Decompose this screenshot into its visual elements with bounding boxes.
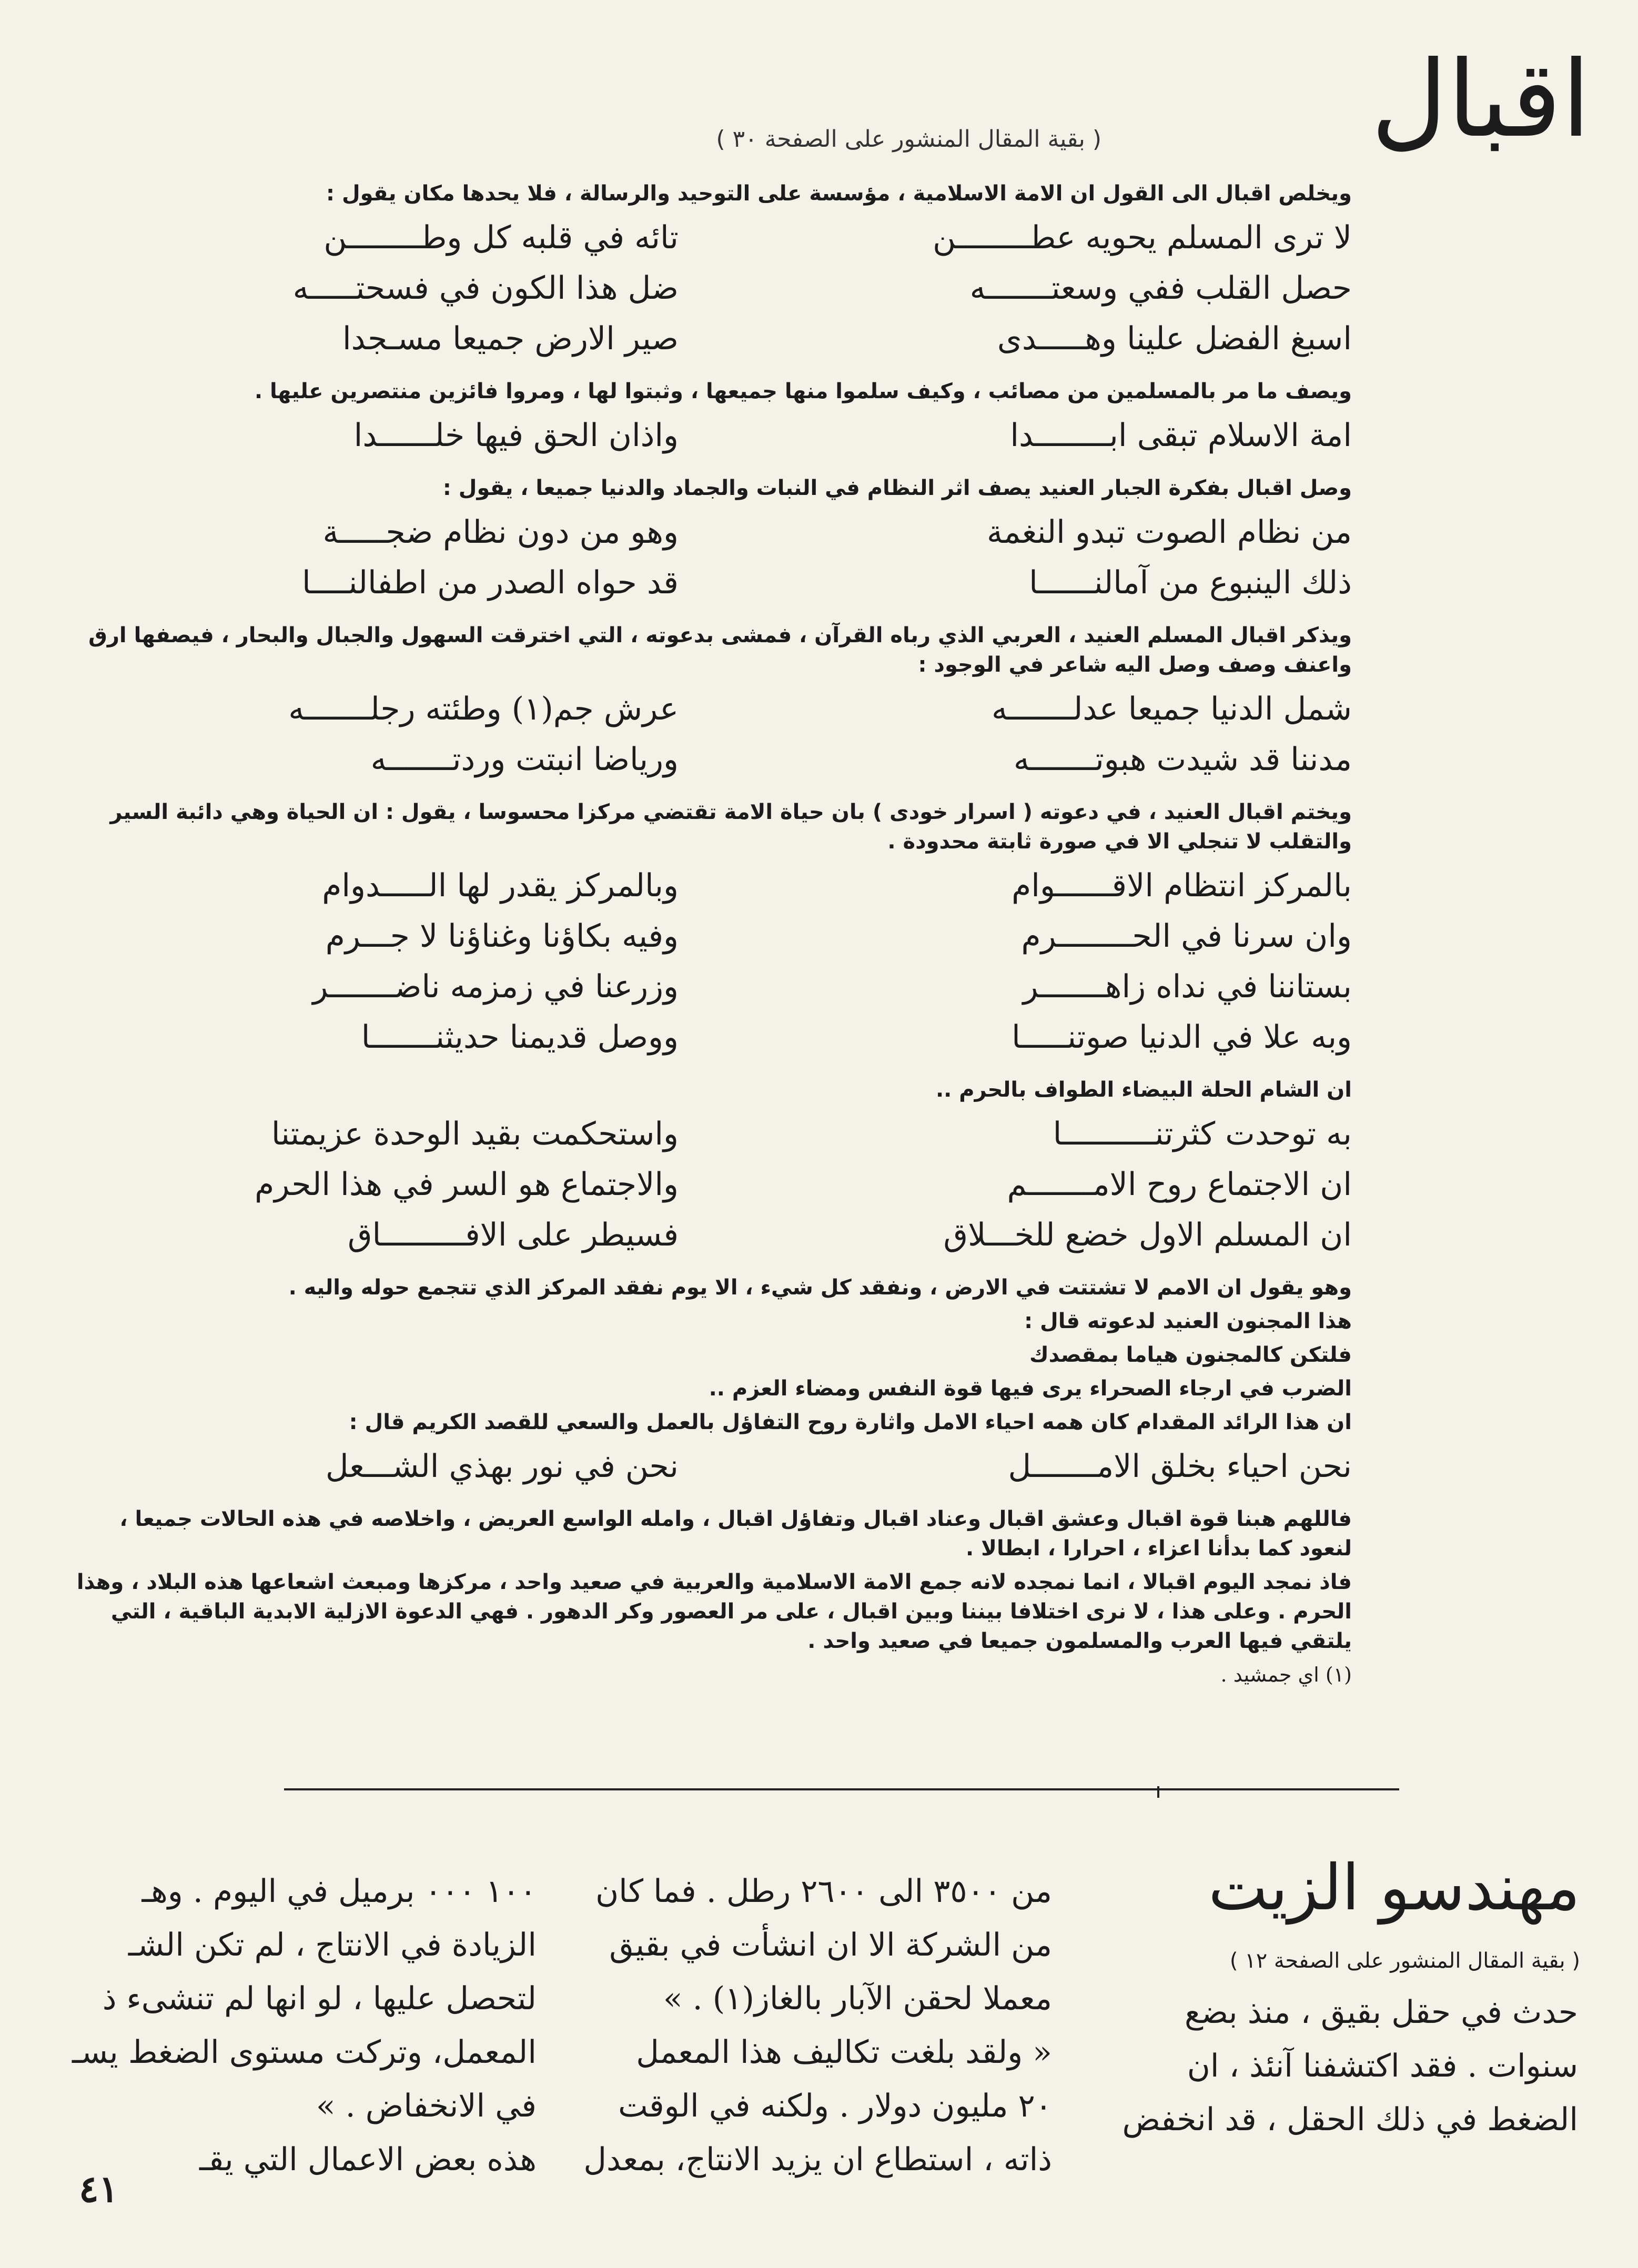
verse-first-hemistich: ان المسلم الاول خضع للخـــلاق — [943, 1217, 1352, 1253]
verse-first-hemistich: ان الاجتماع روح الامـــــــم — [1007, 1166, 1352, 1203]
verse-block — [74, 507, 1352, 608]
verse-second-hemistich: فسيطر على الافـــــــــاق — [347, 1217, 679, 1253]
verse-line — [74, 1012, 1352, 1062]
section-continuation-note: ( بقية المقال المنشور على الصفحة ١٢ ) — [1229, 1949, 1580, 1973]
verse-line — [74, 410, 1352, 461]
article-title: اقبال — [1371, 38, 1591, 161]
verse-first-hemistich: بالمركز انتظام الاقــــــوام — [1012, 867, 1352, 904]
column-line: « ولقد بلغت تكاليف هذا المعمل — [636, 2034, 1052, 2071]
verse-first-hemistich: شمل الدنيا جميعا عدلـــــــه — [991, 691, 1352, 727]
verse-line — [74, 734, 1352, 785]
column-line: المعمل، وتركت مستوى الضغط يسـ — [72, 2034, 537, 2071]
verse-second-hemistich: وفيه بكاؤنا وغناؤنا لا جـــرم — [325, 918, 679, 955]
section-title: مهندسو الزيت — [1208, 1851, 1580, 1925]
verse-first-hemistich: مدننا قد شيدت هبوتـــــــه — [1013, 741, 1352, 778]
verse-first-hemistich: وبه علا في الدنيا صوتنـــــا — [1012, 1019, 1352, 1056]
column-line: معملا لحقن الآبار بالغاز(١) . » — [663, 1980, 1052, 2017]
verse-second-hemistich: والاجتماع هو السر في هذا الحرم — [255, 1166, 679, 1203]
paragraph: ويختم اقبال العنيد ، في دعوته ( اسرار خودى ) بان حياة الامة تقتضي مركزا محسوسا ، يقول : ان الحياة وهي دائبة السير والتقلب لا تنجلي الا في صورة ثابتة محدودة . — [110, 800, 1352, 854]
verse-line — [74, 860, 1352, 911]
paragraph: ويذكر اقبال المسلم العنيد ، العربي الذي رباه القرآن ، فمشى بدعوته ، التي اخترقت السهول والجبال والبحار ، فيصفها ارق واعنف وصف وصل اليه شاعر في الوجود : — [88, 623, 1352, 677]
column-line: لتحصل عليها ، لو انها لم تنشىء ذ — [102, 1980, 537, 2017]
verse-first-hemistich: لا ترى المسلم يحويه عطــــــــن — [933, 219, 1352, 256]
verse-first-hemistich: حصل القلب ففي وسعتـــــــه — [969, 270, 1352, 307]
verse-line — [74, 313, 1352, 364]
verse-line — [74, 1441, 1352, 1492]
column-line: من الشركة الا ان انشأت في بقيق — [609, 1927, 1052, 1963]
verse-second-hemistich: واذان الحق فيها خلــــــدا — [353, 417, 679, 454]
paragraph: ان هذا الرائد المقدام كان همه احياء الامل واثارة روح التفاؤل بالعمل والسعي للقصد الكريم قال : — [349, 1410, 1352, 1434]
verse-block — [74, 212, 1352, 364]
verse-line — [74, 507, 1352, 558]
divider-mark — [1157, 1786, 1171, 1798]
verse-second-hemistich: وزرعنا في زمزمه ناضـــــــر — [312, 968, 679, 1005]
paragraph: ويخلص اقبال الى القول ان الامة الاسلامية ، مؤسسة على التوحيد والرسالة ، فلا يحدها مكان يقول : — [326, 181, 1352, 206]
verse-line — [74, 263, 1352, 313]
column-line: من ٣٥٠٠ الى ٢٦٠٠ رطل . فما كان — [595, 1873, 1052, 1910]
verse-block — [74, 1109, 1352, 1260]
paragraph: الضرب في ارجاء الصحراء يرى فيها قوة النفس ومضاء العزم .. — [709, 1376, 1352, 1401]
article-body — [74, 179, 1352, 1689]
verse-second-hemistich: وهو من دون نظام ضجـــــة — [322, 514, 679, 551]
column-line: ٢٠ مليون دولار . ولكنه في الوقت — [618, 2088, 1052, 2124]
column-line: الضغط في ذلك الحقل ، قد انخفض — [1122, 2101, 1578, 2138]
verse-block — [74, 1441, 1352, 1492]
verse-second-hemistich: صير الارض جميعا مسـجدا — [342, 320, 679, 357]
paragraph: فاذ نمجد اليوم اقبالا ، انما نمجده لانه جمع الامة الاسلامية والعربية في صعيد واحد ، مركزها ومبعث اشعاعها هذه البلاد ، وهذا الحرم . وعلى هذا ، لا نرى اختلافا بيننا وبين اقبال ، على مر العصور وكر الدهور . فهي الدعوة الازلية الابدية الباقية ، التي يلتقي فيها العرب والمسلمون جميعا في صعيد واحد . — [76, 1570, 1352, 1653]
verse-first-hemistich: امة الاسلام تبقى ابــــــــدا — [1010, 417, 1352, 454]
section-divider — [284, 1788, 1399, 1790]
verse-line — [74, 911, 1352, 961]
paragraph: وهو يقول ان الامم لا تشتتت في الارض ، ونفقد كل شيء ، الا يوم نفقد المركز الذي تتجمع حوله واليه . — [288, 1275, 1352, 1300]
verse-second-hemistich: وبالمركز يقدر لها الـــــدوام — [322, 867, 679, 904]
verse-first-hemistich: بستاننا في نداه زاهـــــــر — [1023, 968, 1352, 1005]
verse-first-hemistich: به توحدت كثرتنــــــــــا — [1053, 1116, 1352, 1152]
verse-first-hemistich: ذلك الينبوع من آمالنــــــا — [1029, 564, 1352, 601]
verse-second-hemistich: قد حواه الصدر من اطفالنــــا — [302, 564, 679, 601]
verse-second-hemistich: نحن في نور بهذي الشـــعل — [325, 1448, 679, 1485]
paragraph: فاللهم هبنا قوة اقبال وعشق اقبال وعناد اقبال وتفاؤل اقبال ، وامله الواسع العريض ، واخلاصه في هذه الحالات جميعا ، لنعود كما بدأنا اعزاء ، احرارا ، ابطالا . — [119, 1507, 1352, 1561]
verse-first-hemistich: من نظام الصوت تبدو النغمة — [986, 514, 1352, 551]
verse-second-hemistich: ووصل قديمنا حديثنـــــــا — [361, 1019, 679, 1056]
verse-second-hemistich: تائه في قلبه كل وطــــــــن — [323, 219, 679, 256]
text-column-middle — [558, 1865, 1052, 2186]
verse-line — [74, 1109, 1352, 1159]
verse-second-hemistich: واستحكمت بقيد الوحدة عزيمتنا — [271, 1116, 679, 1152]
verse-second-hemistich: ورياضا انبتت وردتـــــــه — [370, 741, 679, 778]
verse-second-hemistich: عرش جم(١) وطئته رجلـــــــه — [288, 691, 679, 727]
column-line: حدث في حقل بقيق ، منذ بضع — [1184, 1994, 1578, 2031]
verse-block — [74, 860, 1352, 1062]
footnote: (١) اي جمشيد . — [1220, 1663, 1352, 1686]
verse-line — [74, 212, 1352, 263]
column-line: ذاته ، استطاع ان يزيد الانتاج، بمعدل — [583, 2141, 1052, 2178]
paragraph: هذا المجنون العنيد لدعوته قال : — [1024, 1309, 1352, 1333]
paragraph: ان الشام الحلة البيضاء الطواف بالحرم .. — [935, 1078, 1352, 1102]
verse-first-hemistich: اسبغ الفضل علينا وهـــــدى — [997, 320, 1352, 357]
column-line: سنوات . فقد اكتشفنا آنئذ ، ان — [1187, 2048, 1578, 2084]
paragraph: ويصف ما مر بالمسلمين من مصائب ، وكيف سلموا منها جميعها ، وثبتوا لها ، ومروا فائزين منتصرين عليها . — [254, 379, 1352, 403]
article-continuation-note: ( بقية المقال المنشور على الصفحة ٣٠ ) — [716, 126, 1101, 153]
paragraph: وصل اقبال بفكرة الجبار العنيد يصف اثر النظام في النبات والجماد والدنيا جميعا ، يقول : — [442, 476, 1352, 500]
verse-second-hemistich: ضل هذا الكون في فسحتـــــه — [292, 270, 679, 307]
paragraph: فلتكن كالمجنون هياما بمقصدك — [1029, 1343, 1352, 1367]
column-line: ١٠٠ ٠٠٠ برميل في اليوم . وهـ — [141, 1873, 537, 1910]
verse-block — [74, 684, 1352, 785]
verse-line — [74, 558, 1352, 608]
page-number: ٤١ — [79, 2167, 119, 2211]
verse-line — [74, 1210, 1352, 1260]
verse-first-hemistich: نحن احياء بخلق الامـــــــل — [1008, 1448, 1352, 1485]
column-line: هذه بعض الاعمال التي يقـ — [199, 2141, 537, 2178]
verse-first-hemistich: وان سرنا في الحــــــــرم — [1021, 918, 1352, 955]
text-column-right — [1084, 1986, 1578, 2146]
verse-line — [74, 684, 1352, 734]
verse-line — [74, 1159, 1352, 1210]
text-column-left — [63, 1865, 537, 2186]
column-line: الزيادة في الانتاج ، لم تكن الشـ — [128, 1927, 537, 1963]
column-line: في الانخفاض . » — [316, 2088, 537, 2124]
verse-line — [74, 961, 1352, 1012]
verse-block — [74, 410, 1352, 461]
